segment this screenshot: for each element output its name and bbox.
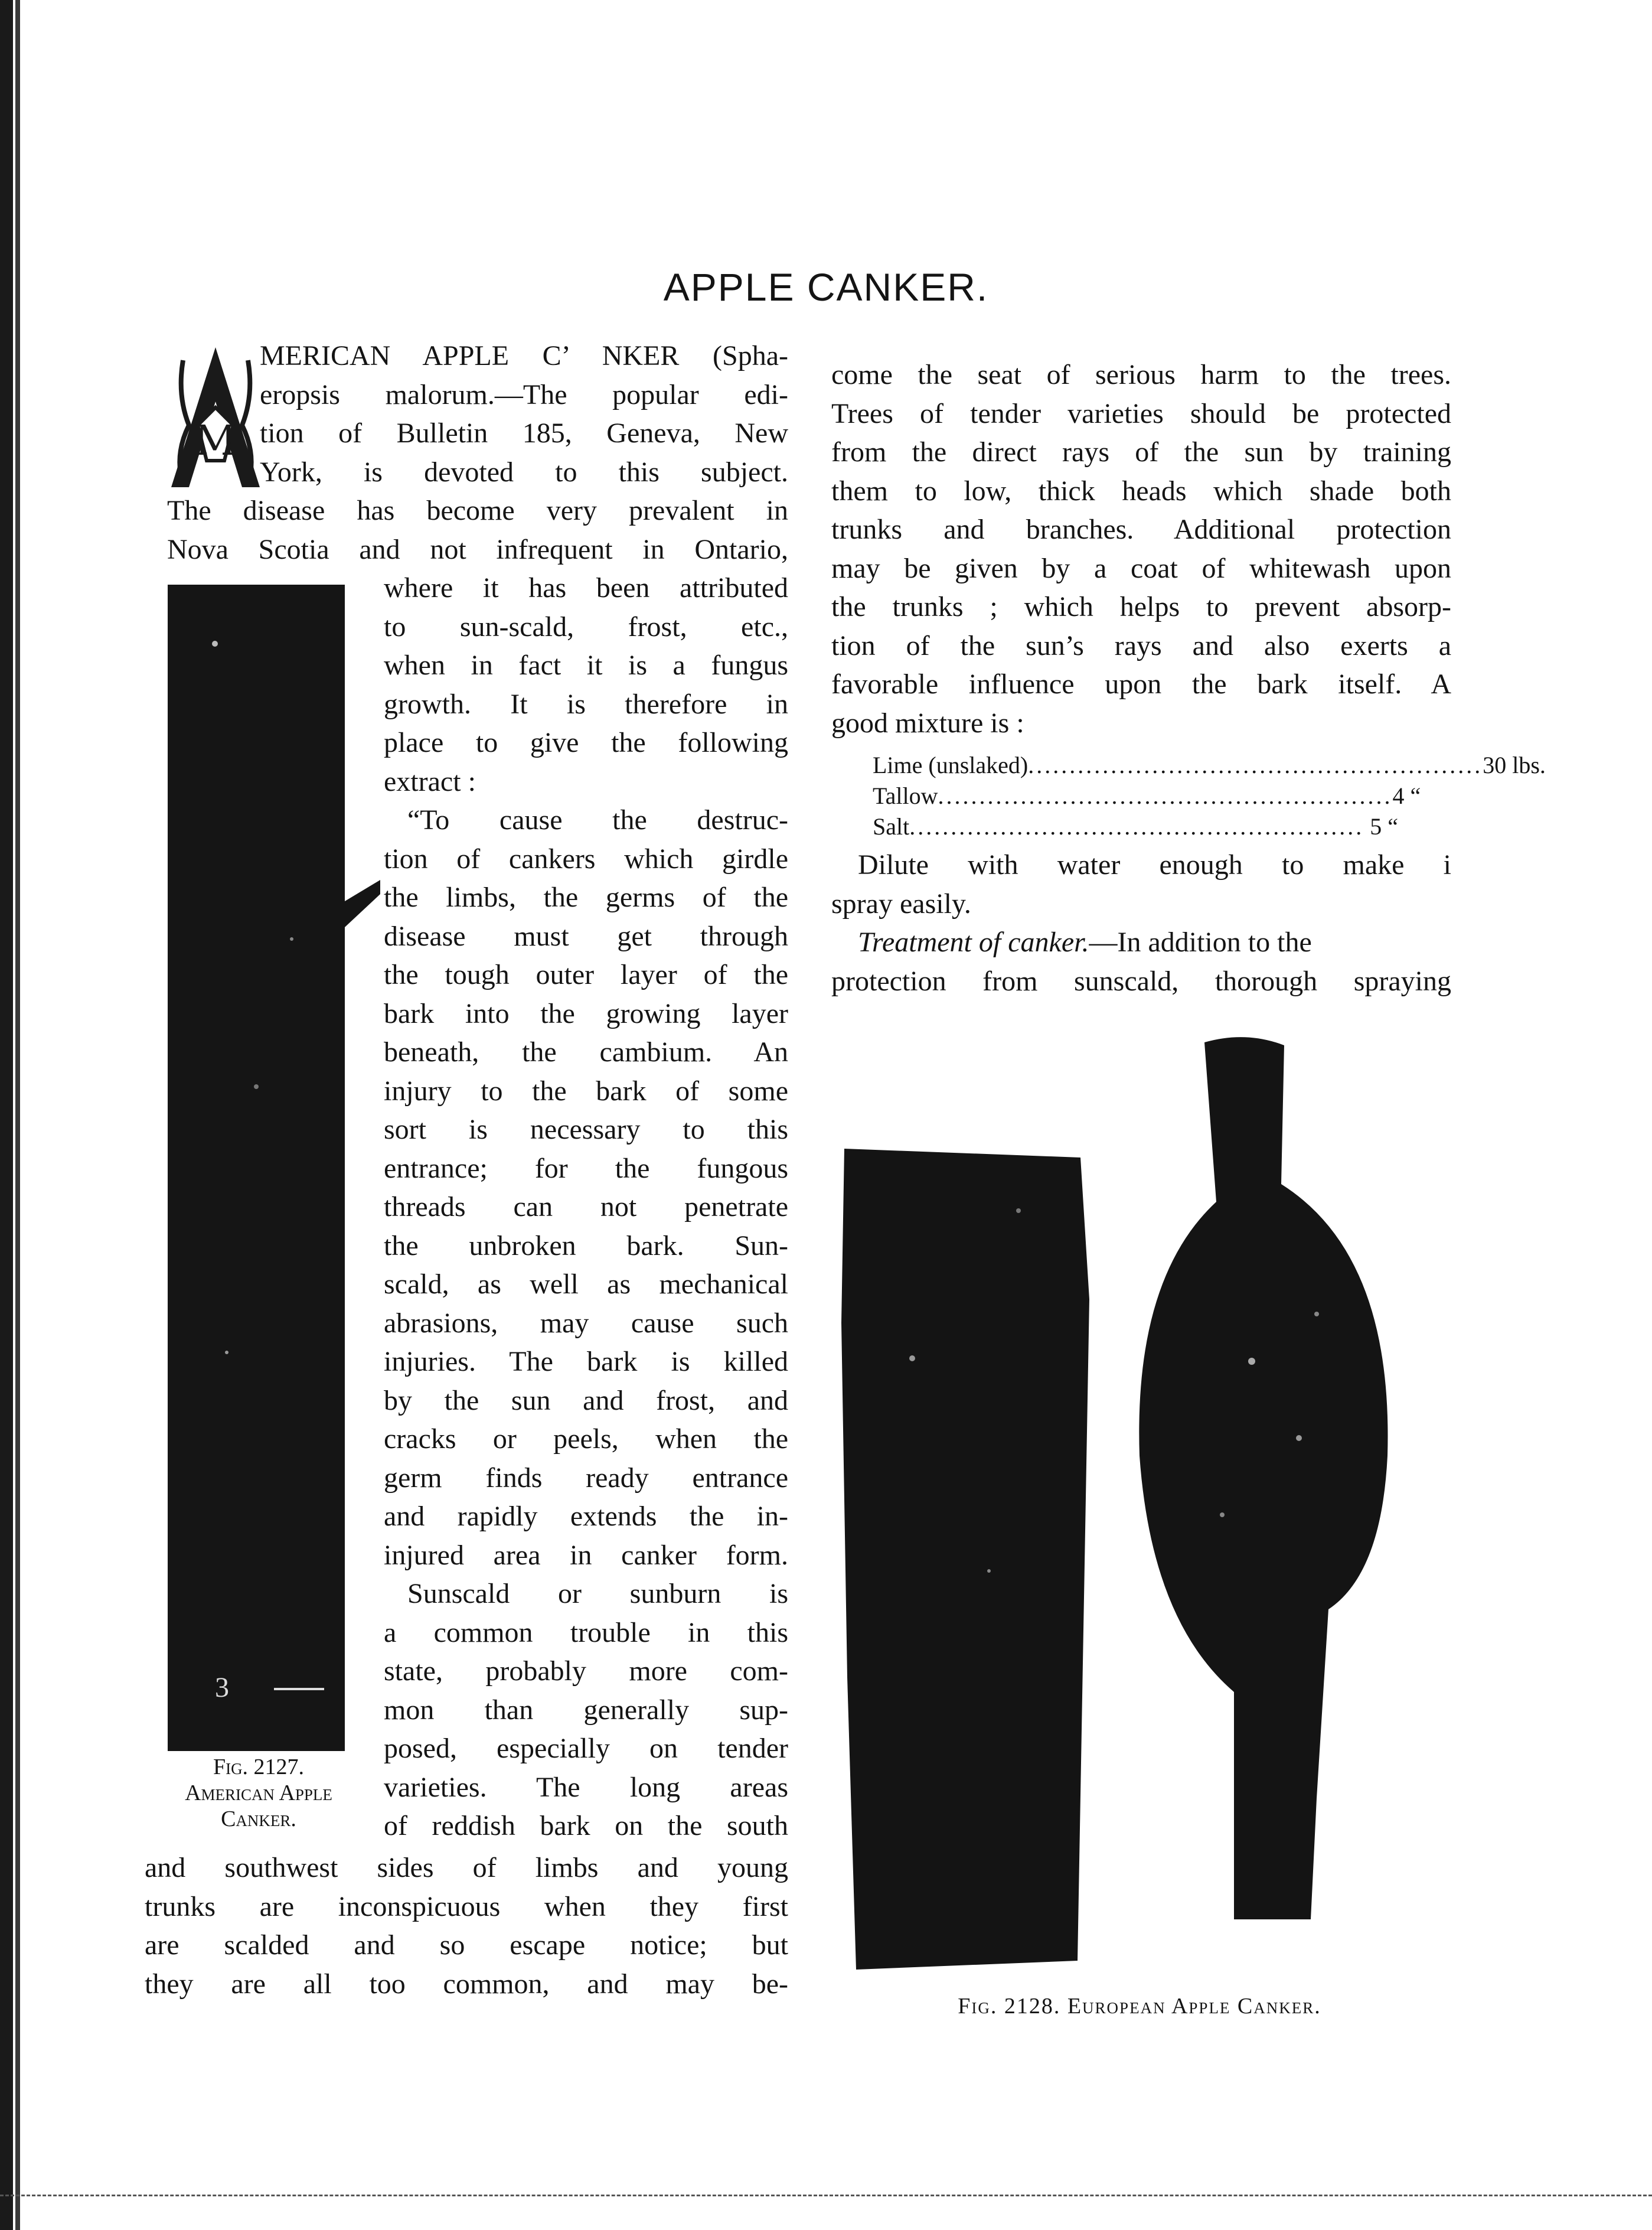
text-line: disease must get through [384,920,788,952]
text-line: Trees of tender varieties should be protected [831,397,1451,429]
fig-2127-branch-stub [345,880,380,927]
text-line: are scalded and so escape notice; but [145,1929,788,1961]
left-column-intro [260,337,788,491]
text-line: eropsis malorum.—The popular edi- [260,379,788,410]
left-column-fullwidth [167,491,788,569]
mixture-row [873,781,1421,811]
fig-2128-canker-specimen-left [841,1146,1089,1970]
mixture-item: Lime (unslaked) [873,752,1029,778]
text-line: place to give the following [384,727,788,758]
text-line: trunks and branches. Additional protection [831,514,1451,545]
text-line: where it has been attributed [384,572,788,604]
text-line: protection from sunscald, thorough spraying [831,965,1451,997]
text-line: spray easily. [831,888,971,920]
text-line: them to low, thick heads which shade both [831,475,1451,507]
mixture-item: Tallow [873,783,938,809]
text-line: trunks are inconspicuous when they first [145,1890,788,1922]
svg-text:M: M [194,416,237,465]
mixture-row [873,811,1398,842]
left-column-bottom [145,1848,788,2003]
page-binding-shadow [15,0,20,2230]
fig-2127-caption [152,1754,365,1832]
text-line: bark into the growing layer [384,997,788,1029]
text-line: injured area in canker form. [384,1539,788,1571]
text-line: Dilute with water enough to make i [858,849,1451,881]
text-line: Sunscald or sunburn is [407,1578,788,1609]
text-line: beneath, the cambium. An [384,1036,788,1068]
text-line: the trunks ; which helps to prevent absorp- [831,591,1451,622]
text-line: when in fact it is a fungus [384,650,788,681]
fig-2128-caption: Fig. 2128. European Apple Canker. [958,1994,1321,2019]
text-line: sort is necessary to this [384,1114,788,1145]
text-line: threads can not penetrate [384,1191,788,1222]
fig-2128-canker-specimen-right [1116,1031,1411,1919]
text-line: scald, as well as mechanical [384,1269,788,1300]
text-line: tion of cankers which girdle [384,843,788,875]
text-line: injuries. The bark is killed [384,1346,788,1377]
text-line: mon than generally sup- [384,1694,788,1726]
treatment-text: —In addition to the [1089,927,1312,958]
text-line: the limbs, the germs of the [384,882,788,913]
text-line: to sun-scald, frost, etc., [384,611,788,643]
text-line: by the sun and frost, and [384,1384,788,1416]
text-line: a common trouble in this [384,1616,788,1648]
text-line: York, is devoted to this subject. [260,456,788,488]
text-line: tion of Bulletin 185, Geneva, New [260,418,788,449]
text-line: from the direct rays of the sun by training [831,436,1451,468]
page-title: APPLE CANKER. [663,265,989,309]
text-line: the tough outer layer of the [384,959,788,990]
text-line: good mixture is : [831,707,1024,739]
mixture-row [873,750,1546,781]
treatment-line [831,923,1451,962]
text-line: varieties. The long areas [384,1771,788,1803]
text-line: and rapidly extends the in- [384,1501,788,1532]
leader-dots: ....................................................... [1028,752,1483,778]
treatment-heading: Treatment of canker. [858,927,1089,958]
text-line: MERICAN APPLE C’ NKER (Spha- [260,340,788,371]
text-line: Nova Scotia and not infrequent in Ontario, [167,533,788,565]
text-line: they are all too common, and may be- [145,1968,788,2000]
page-bottom-rule [0,2195,1652,2198]
text-line: of reddish bark on the south [384,1810,788,1841]
mixture-qty: 4 “ [1392,783,1421,809]
mixture-qty: 30 lbs. [1483,752,1546,778]
left-column-narrow [384,569,788,1846]
mixture-item: Salt [873,813,910,840]
mixture-table [873,750,1546,842]
fig-2127-american-apple-canker-image [168,585,345,1751]
text-line: cracks or peels, when the [384,1423,788,1455]
text-line: extract : [384,765,476,797]
mixture-qty: 5 “ [1370,813,1398,840]
text-line: abrasions, may cause such [384,1307,788,1339]
text-line: “To cause the destruc- [407,804,788,836]
text-line: posed, especially on tender [384,1733,788,1764]
drop-cap-a-ornament [165,343,266,493]
page-binding-edge [0,0,13,2230]
text-line: favorable influence upon the bark itself. A [831,669,1451,700]
text-line: germ finds ready entrance [384,1462,788,1494]
text-line: state, probably more com- [384,1655,788,1687]
fig-2127-mark: 3 [215,1672,229,1703]
text-line: tion of the sun’s rays and also exerts a [831,630,1451,661]
text-line: growth. It is therefore in [384,688,788,720]
fig-2127-caption-line-1: American Apple [185,1781,332,1805]
text-line: injury to the bark of some [384,1075,788,1107]
leader-dots: ....................................................... [909,813,1364,840]
text-line: may be given by a coat of whitewash upon [831,552,1451,584]
text-line: entrance; for the fungous [384,1152,788,1184]
text-line: The disease has become very prevalent in [167,495,788,526]
right-column-dilute [831,846,1451,1000]
text-line: the unbroken bark. Sun- [384,1230,788,1261]
text-line: and southwest sides of limbs and young [145,1852,788,1883]
right-column-text [831,356,1451,742]
fig-2127-number: Fig. 2127. [213,1755,305,1779]
fig-2127-caption-line-2: Canker. [221,1807,296,1831]
text-line: come the seat of serious harm to the trees. [831,359,1451,390]
leader-dots: ....................................................... [938,783,1393,809]
